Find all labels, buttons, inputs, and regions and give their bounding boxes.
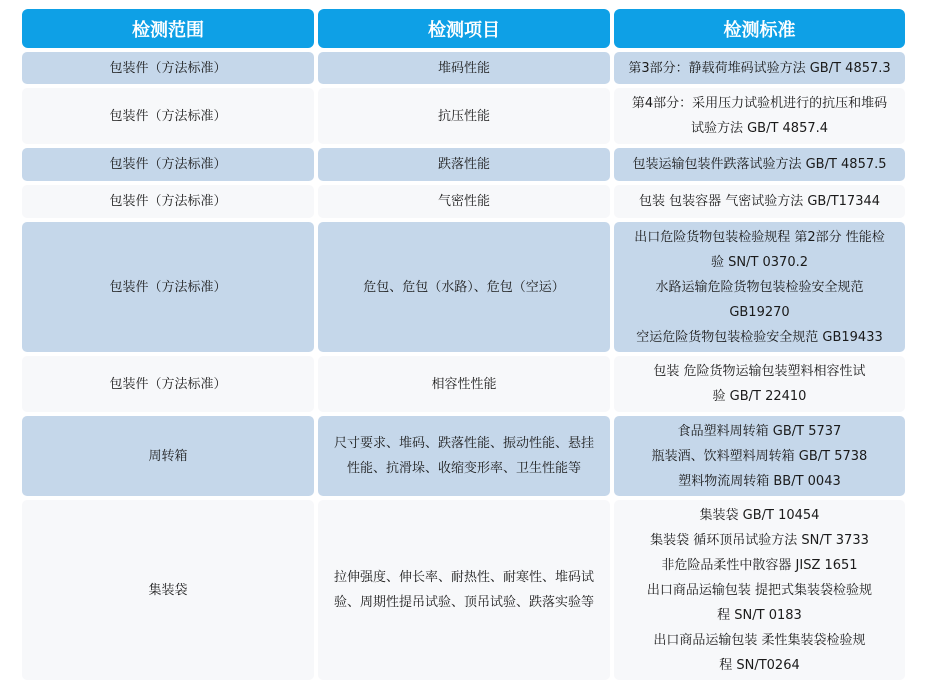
standard-cell-line: 第4部分：采用压力试验机进行的抗压和堆码 <box>631 96 888 111</box>
standard-cell-line: GB19270 <box>729 304 790 320</box>
standards-table <box>22 9 905 680</box>
standard-cell <box>614 416 905 496</box>
standard-cell <box>614 222 905 352</box>
standard-cell-line: 出口商品运输包装 柔性集装袋检验规 <box>653 632 866 648</box>
header-scope: 检测范围 <box>22 9 314 48</box>
standard-cell-line: 程 SN/T 0183 <box>717 607 802 623</box>
standard-cell-line: 包装运输包装件跌落试验方法 GB/T 4857.5 <box>632 157 887 172</box>
standard-cell-line: 塑料物流周转箱 BB/T 0043 <box>678 473 841 489</box>
item-cell: 抗压性能 <box>318 88 610 144</box>
header-item: 检测项目 <box>318 9 610 48</box>
scope-cell: 包装件（方法标准） <box>22 356 314 412</box>
standard-cell-line: 试验方法 GB/T 4857.4 <box>690 121 829 136</box>
standard-cell-line: 验 GB/T 22410 <box>712 389 807 404</box>
standard-cell <box>614 52 905 84</box>
scope-cell: 包装件（方法标准） <box>22 88 314 144</box>
scope-cell: 集装袋 <box>22 500 314 680</box>
standard-cell-line: 第3部分：静载荷堆码试验方法 GB/T 4857.3 <box>628 60 891 76</box>
standard-cell <box>614 88 905 144</box>
item-cell: 危包、危包（水路）、危包（空运） <box>318 222 610 352</box>
standard-cell-line: 水路运输危险货物包装检验安全规范 <box>655 279 864 295</box>
item-cell: 堆码性能 <box>318 52 610 84</box>
standard-cell-line: 集装袋 GB/T 10454 <box>699 507 820 523</box>
item-cell: 相容性性能 <box>318 356 610 412</box>
item-cell <box>318 416 610 496</box>
standard-cell-line: 验 SN/T 0370.2 <box>710 254 809 270</box>
item-cell-line: 拉伸强度、伸长率、耐热性、耐寒性、堆码试 <box>333 570 594 585</box>
item-cell <box>318 500 610 680</box>
scope-cell: 包装件（方法标准） <box>22 148 314 181</box>
scope-cell: 周转箱 <box>22 416 314 496</box>
standard-cell-line: 集装袋 循环顶吊试验方法 SN/T 3733 <box>650 532 869 548</box>
item-cell-line: 尺寸要求、堆码、跌落性能、振动性能、悬挂 <box>333 436 594 451</box>
item-cell: 跌落性能 <box>318 148 610 181</box>
item-cell-line: 验、周期性提吊试验、顶吊试验、跌落实验等 <box>333 595 594 610</box>
standard-cell <box>614 356 905 412</box>
scope-cell: 包装件（方法标准） <box>22 52 314 84</box>
standard-cell-line: 空运危险货物包装检验安全规范 GB19433 <box>636 329 883 345</box>
standard-cell-line: 瓶装酒、饮料塑料周转箱 GB/T 5738 <box>651 448 868 464</box>
standard-cell <box>614 500 905 680</box>
item-cell-line: 性能、抗滑垛、收缩变形率、卫生性能等 <box>346 461 581 476</box>
standard-cell-line: 食品塑料周转箱 GB/T 5737 <box>677 423 842 439</box>
standard-cell-line: 出口危险货物包装检验规程 第2部分 性能检 <box>634 229 885 245</box>
standard-cell-line: 包装 包装容器 气密试验方法 GB/T17344 <box>638 194 881 209</box>
standard-cell <box>614 148 905 181</box>
scope-cell: 包装件（方法标准） <box>22 185 314 218</box>
item-cell: 气密性能 <box>318 185 610 218</box>
standard-cell-line: 包装 危险货物运输包装塑料相容性试 <box>653 364 866 379</box>
header-standard: 检测标准 <box>614 9 905 48</box>
standard-cell <box>614 185 905 218</box>
standard-cell-line: 程 SN/T0264 <box>719 657 800 673</box>
standard-cell-line: 出口商品运输包装 提把式集装袋检验规 <box>646 582 873 598</box>
standard-cell-line: 非危险品柔性中散容器 JISZ 1651 <box>661 557 858 573</box>
scope-cell: 包装件（方法标准） <box>22 222 314 352</box>
